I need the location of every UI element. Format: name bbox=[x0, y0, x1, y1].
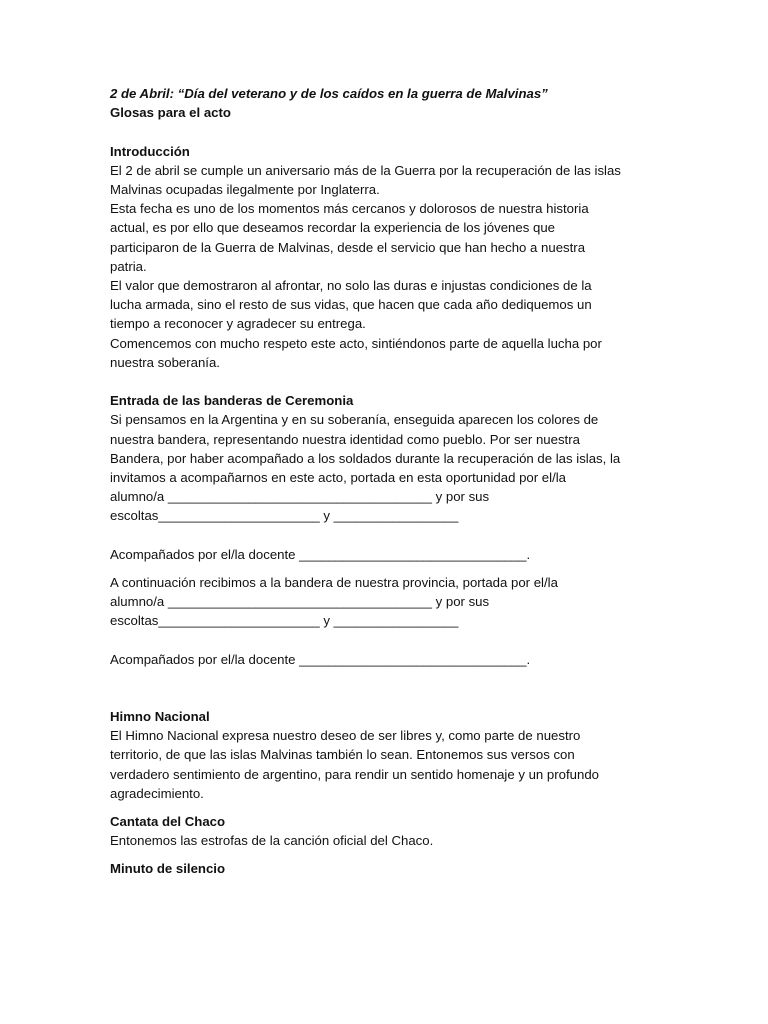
document-title: 2 de Abril: “Día del veterano y de los caídos en la guerra de Malvinas” bbox=[110, 86, 548, 101]
section-cantata bbox=[110, 812, 655, 850]
text-line: Entonemos las estrofas de la canción oficial del Chaco. bbox=[110, 833, 434, 849]
text-line: Comencemos con mucho respeto este acto, sintiéndonos parte de aquella lucha por bbox=[110, 335, 602, 351]
text-line: Si pensamos en la Argentina y en su soberanía, enseguida aparecen los colores de bbox=[110, 412, 599, 428]
text-line: El Himno Nacional expresa nuestro deseo de ser libres y, como parte de nuestro bbox=[110, 728, 581, 744]
section-introduccion bbox=[110, 142, 655, 372]
text-line: Esta fecha es uno de los momentos más cercanos y dolorosos de nuestra historia bbox=[110, 201, 589, 217]
section-banderas bbox=[110, 391, 655, 669]
fill-in-line: Acompañados por el/la docente _______________________________. bbox=[110, 546, 531, 562]
text-line: patria. bbox=[110, 258, 147, 274]
text-line: nuestra bandera, representando nuestra identidad como pueblo. Por ser nuestra bbox=[110, 431, 580, 447]
fill-in-line: alumno/a ____________________________________ y por sus bbox=[110, 489, 490, 505]
text-line: nuestra soberanía. bbox=[110, 354, 220, 370]
document-page bbox=[110, 84, 655, 879]
text-line: verdadero sentimiento de argentino, para rendir un sentido homenaje y un profundo bbox=[110, 766, 599, 782]
section-heading: Entrada de las banderas de Ceremonia bbox=[110, 393, 354, 409]
text-line: agradecimiento. bbox=[110, 785, 204, 801]
text-line: A continuación recibimos a la bandera de nuestra provincia, portada por el/la bbox=[110, 575, 558, 591]
document-subtitle: Glosas para el acto bbox=[110, 105, 231, 121]
text-line: actual, es por ello que deseamos recordar la experiencia de los jóvenes que bbox=[110, 220, 555, 236]
text-line: Bandera, por haber acompañado a los soldados durante la recuperación de las islas, la bbox=[110, 450, 621, 466]
text-line: territorio, de que las islas Malvinas también lo sean. Entonemos sus versos con bbox=[110, 747, 575, 763]
text-line: Malvinas ocupadas ilegalmente por Inglaterra. bbox=[110, 182, 380, 197]
text-line: El valor que demostraron al afrontar, no solo las duras e injustas condiciones de la bbox=[110, 278, 592, 294]
section-minuto bbox=[110, 859, 655, 878]
text-line: lucha armada, sino el resto de sus vidas, que hacen que cada año dediquemos un bbox=[110, 297, 592, 313]
fill-in-line: Acompañados por el/la docente _______________________________. bbox=[110, 651, 531, 667]
text-line: tiempo a reconocer y agradecer su entrega. bbox=[110, 316, 366, 332]
fill-in-line: escoltas______________________ y _________________ bbox=[110, 508, 459, 524]
fill-in-line: escoltas______________________ y _________________ bbox=[110, 613, 459, 629]
text-line: invitamos a acompañarnos en este acto, portada en esta oportunidad por el/la bbox=[110, 470, 566, 486]
section-heading: Introducción bbox=[110, 143, 190, 159]
section-heading: Cantata del Chaco bbox=[110, 814, 226, 830]
section-heading: Himno Nacional bbox=[110, 709, 210, 725]
text-line: El 2 de abril se cumple un aniversario más de la Guerra por la recuperación de las islas bbox=[110, 162, 621, 178]
text-line: participaron de la Guerra de Malvinas, desde el servicio que han hecho a nuestra bbox=[110, 239, 586, 255]
section-himno bbox=[110, 707, 655, 803]
fill-in-line: alumno/a ____________________________________ y por sus bbox=[110, 594, 490, 610]
section-heading: Minuto de silencio bbox=[110, 861, 226, 877]
